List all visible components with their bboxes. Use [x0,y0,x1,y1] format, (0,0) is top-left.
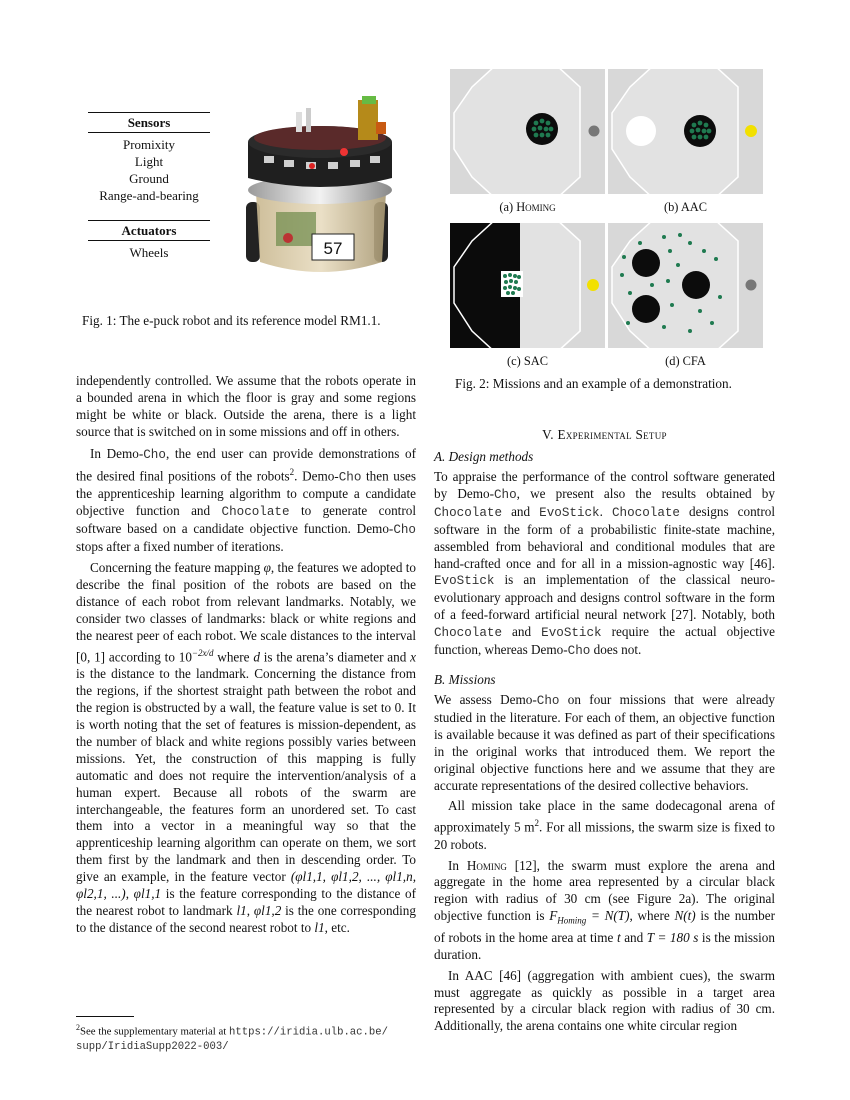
robot-number-label: 57 [323,239,343,258]
sensor-item: Ground [129,171,169,186]
e-puck-robot-image [236,92,404,300]
paragraph-aac: In AAC [46] (aggregation with ambient cues), the swarm must aggregate as quickly as possible in a target area represented by a circular black region with radius of 30 cm. Additionally, the arena contains one white circular region [434,967,775,1034]
paragraph-feature-mapping: Concerning the feature mapping φ, the features we adopted to describe the final position of the robots are based on the distance of each robot from relevant landmarks. Notably, we consider two classes of landmarks: black or white regions and the nearest peer of each robot. We scale distances to the interval [0, 1] according to $10^{-2x/d}$ where d is the arena’s diameter and x is the distance to the landmark. Concerning the distance from the regions, if the shortest straight path between the robot and the region is obstructed by a wall, the feature value is set to 0. It is worth noting that the set of features is mission-dependent, as the number of black and white regions possibly varies between missions. Yet, the construction of this mapping is fully automatic and does not require the intervention/analysis of a human expert. Because all robots of the swarm are interchangeable, the features form an unordered set. To cast them into a vector in a meaningful way so that the apprenticeship learning algorithm can operate on them, we sort them first by the landmark and then in descending order. To give an example, in the feature vector (φl1,1, φl1,2, ..., φl1,n, φl2,1, ...), φl1,1 is the feature corresponding to the distance of the nearest robot to landmark l1, φl1,2 is the one corresponding to the distance of the second nearest robot to l1, etc. [76,560,417,935]
paragraph-demo-cho: In Demo-Cho, the end user can provide demonstrations of the desired final positions of the robots$^2$. Demo-Cho then uses the apprenticeship learning algorithm to compute a candidate objective function and Chocolate to generate control software based on a candidate objective function. Demo-Cho stops after a fixed number of iterations. [76,445,417,554]
fig2b-caption: (b) AAC [663,200,708,214]
fig2-caption: Fig. 2: Missions and an example of a demonstration. [455,376,732,391]
fig2c-caption: (c) SAC [507,354,548,368]
subsection-design-methods: A. Design methods [434,449,534,464]
sensors-header: Sensors [127,115,171,130]
sensor-item: Range-and-bearing [99,188,199,203]
actuators-header: Actuators [121,223,177,238]
paragraph-design-methods: To appraise the performance of the control software generated by Demo-Cho, we present also the results obtained by Chocolate and EvoStick. Chocolate designs control software in the form of a probabilistic finite-state machine, assembled from behavioral and conditional modules that are hand-crafted once and for all in a mission-agnostic way [46]. EvoStick is an implementation of the classical neuro-evolutionary approach and designs control software in the form of a feed-forward artificial neural network [27]. Notably, both Chocolate and EvoStick require the actual objective function, whereas Demo-Cho does not. [434,469,775,659]
sensor-item: Promixity [122,137,175,152]
fig1-caption: Fig. 1: The e-puck robot and its reference model RM1.1. [82,313,381,328]
left-column [76,373,416,937]
footnote: $^2$See the supplementary material at https://iridia.ulb.ac.be/ supp/IridiaSupp2022-003/ [76,1023,388,1053]
paragraph-arena-size: All mission take place in the same dodecagonal arena of approximately 5 $m^2$. For all missions, the swarm size is fixed to 20 robots. [434,798,776,852]
subsection-missions: B. Missions [434,671,496,687]
paragraph-arena: independently controlled. We assume that the robots operate in a bounded arena in which the floor is gray and some regions might be white or black. Outside the arena, there is a light source that is switched on in some missions and off in others. [76,373,416,439]
footnote-url-cont[interactable]: supp/IridiaSupp2022-003/ [76,1040,229,1053]
fig2a-caption: (a) Homing [499,200,556,214]
paragraph-homing: In Homing [12], the swarm must explore the arena and aggregate in the home area represented by a circular black region with radius of 30 cm (see Figure 2a). The original objective function is $F_{Homing} = N(T)$, where N(t) is the number of robots in the home area at time t and T = 180 s is the mission duration. [434,857,776,962]
fig2b-aac-panel [608,69,763,194]
actuator-item: Wheels [129,245,169,260]
footnote-rule [76,1016,134,1017]
fig2a-homing-panel [450,69,605,194]
fig2c-sac-panel [450,223,605,348]
sensor-item: Light [134,154,164,169]
right-column [434,427,775,1035]
footnote-url[interactable]: https://iridia.ulb.ac.be/ [229,1026,388,1039]
fig2d-caption: (d) CFA [665,354,706,368]
sensor-actuator-table [88,112,210,261]
paragraph-missions-intro: We assess Demo-Cho on four missions that were already studied in the literature. For each of them, an objective function is available because it was defined as part of their specifications in the original works that introduced them. We report the original objective functions here and we assume that they are accurate representations of the desired collective behaviors. [434,691,775,793]
fig2d-cfa-panel [608,223,763,348]
section-title: V. Experimental Setup [542,427,667,442]
